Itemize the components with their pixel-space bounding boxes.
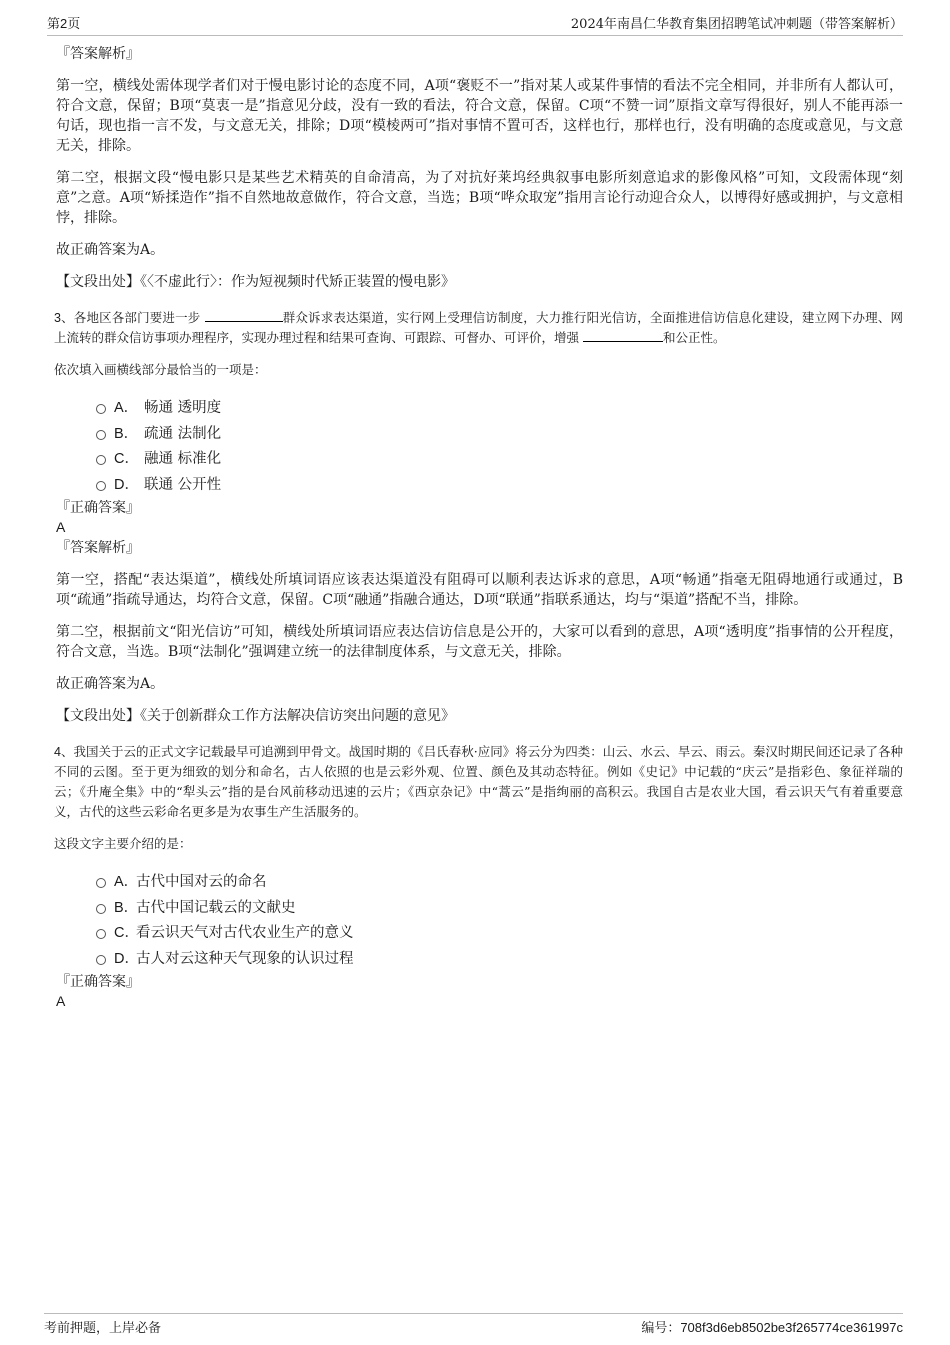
page-footer [44, 1313, 903, 1336]
analysis-tag: 『答案解析』 [56, 540, 140, 556]
radio-icon[interactable] [96, 404, 106, 414]
question-4-text: 4、我国关于云的正式文字记载最早可追溯到甲骨文。战国时期的《吕氏春秋·应同》将云分为四类：山云、水云、旱云、雨云。秦汉时期民间还记录了各种不同的云图。至于更为细致的划分和命名，古人依照的也是云彩外观、位置、颜色及其动态特征。例如《史记》中记载的“庆云”是指彩色、象征祥瑞的云；《升庵全集》中的“犁头云”指的是台风前移动迅速的云片；《西京杂记》中“蒿云”是指绚丽的高积云。我国自古是农业大国，看云识天气有着重要意义，古代的这些云彩命名更多是为农事生产生活服务的。 [54, 744, 903, 819]
radio-icon[interactable] [96, 929, 106, 939]
options-list [96, 868, 903, 970]
option-a[interactable]: A． 古代中国对云的命名 [96, 868, 903, 894]
analysis-paragraph: 第二空，根据前文“阳光信访”可知，横线处所填词语应表达信访信息是公开的，大家可以看到的意思，A项“透明度”指事情的公开程度，符合文意，当选。B项“法制化”强调建立统一的法律制度体系，与文意无关，排除。 [56, 624, 903, 660]
page-content [56, 44, 903, 1012]
radio-icon[interactable] [96, 430, 106, 440]
answer-tag: 『正确答案』 [56, 500, 140, 516]
page-header [47, 12, 903, 36]
analysis-paragraph: 第一空，横线处需体现学者们对于慢电影讨论的态度不同，A项“褒贬不一”指对某人或某件事情的看法不完全相同，并非所有人都认可，符合文意，保留；B项“莫衷一是”指意见分歧，没有一致的看法，符合文意，保留。C项“不赞一词”原指文章写得很好，别人不能再添一句话，现也指一言不发，与文意无关，排除；D项“模棱两可”指对事情不置可否，这样也行，那样也行，没有明确的态度或意见，与文意无关，排除。 [56, 78, 903, 154]
document-code: 编号：708f3d6eb8502be3f265774ce361997c [641, 1319, 903, 1335]
radio-icon[interactable] [96, 878, 106, 888]
analysis-paragraph: 第一空，搭配“表达渠道”，横线处所填词语应该表达渠道没有阻碍可以顺利表达诉求的意思，A项“畅通”指毫无阻碍地通行或通过，B项“疏通”指疏导通达，均符合文意，保留。C项“融通”指融合通达，D项“联通”指联系通达，均与“渠道”搭配不当，排除。 [56, 572, 903, 608]
radio-icon[interactable] [96, 955, 106, 965]
answer-value: A [56, 993, 66, 1009]
radio-icon[interactable] [96, 481, 106, 491]
radio-icon[interactable] [96, 455, 106, 465]
option-b[interactable]: B． 疏通 法制化 [96, 420, 903, 446]
question-3-text: 3、各地区各部门要进一步 群众诉求表达渠道，实行网上受理信访制度，大力推行阳光信访，全面推进信访信息化建设，建立网下办理、网上流转的群众信访事项办理程序，实现办理过程和结果可查询、可跟踪、可督办、可评价，增强 和公正性。 [54, 310, 903, 345]
option-d[interactable]: D． 古人对云这种天气现象的认识过程 [96, 945, 903, 971]
question-number: 3、 [54, 311, 74, 325]
option-b[interactable]: B． 古代中国记载云的文献史 [96, 894, 903, 920]
radio-icon[interactable] [96, 904, 106, 914]
analysis-tag: 『答案解析』 [56, 46, 140, 62]
source-citation: 【文段出处】《〈不虚此行〉：作为短视频时代矫正装置的慢电影》 [56, 274, 455, 290]
question-prompt: 依次填入画横线部分最恰当的一项是： [54, 362, 267, 377]
analysis-paragraph: 第二空，根据文段“慢电影只是某些艺术精英的自命清高，为了对抗好莱坞经典叙事电影所刻意追求的影像风格”可知，文段需体现“刻意”之意。A项“矫揉造作”指不自然地故意做作，符合文意，当选；B项“哗众取宠”指用言论行动迎合众人，以博得好感或拥护，与文意相悖，排除。 [56, 170, 903, 226]
conclusion: 故正确答案为A。 [56, 242, 165, 258]
option-c[interactable]: C． 融通 标准化 [96, 445, 903, 471]
answer-value: A [56, 519, 66, 535]
blank-1 [205, 309, 283, 322]
conclusion: 故正确答案为A。 [56, 676, 165, 692]
options-list [96, 394, 903, 496]
option-a[interactable]: A． 畅通 透明度 [96, 394, 903, 420]
blank-2 [583, 329, 663, 342]
footer-slogan: 考前押题，上岸必备 [44, 1320, 162, 1336]
question-number: 4、 [54, 745, 74, 759]
page-number: 第2页 [47, 16, 81, 31]
document-title: 2024年南昌仁华教育集团招聘笔试冲刺题（带答案解析） [570, 17, 903, 32]
option-c[interactable]: C． 看云识天气对古代农业生产的意义 [96, 919, 903, 945]
option-d[interactable]: D． 联通 公开性 [96, 471, 903, 497]
question-prompt: 这段文字主要介绍的是： [54, 836, 192, 851]
answer-tag: 『正确答案』 [56, 974, 140, 990]
source-citation: 【文段出处】《关于创新群众工作方法解决信访突出问题的意见》 [56, 708, 455, 724]
